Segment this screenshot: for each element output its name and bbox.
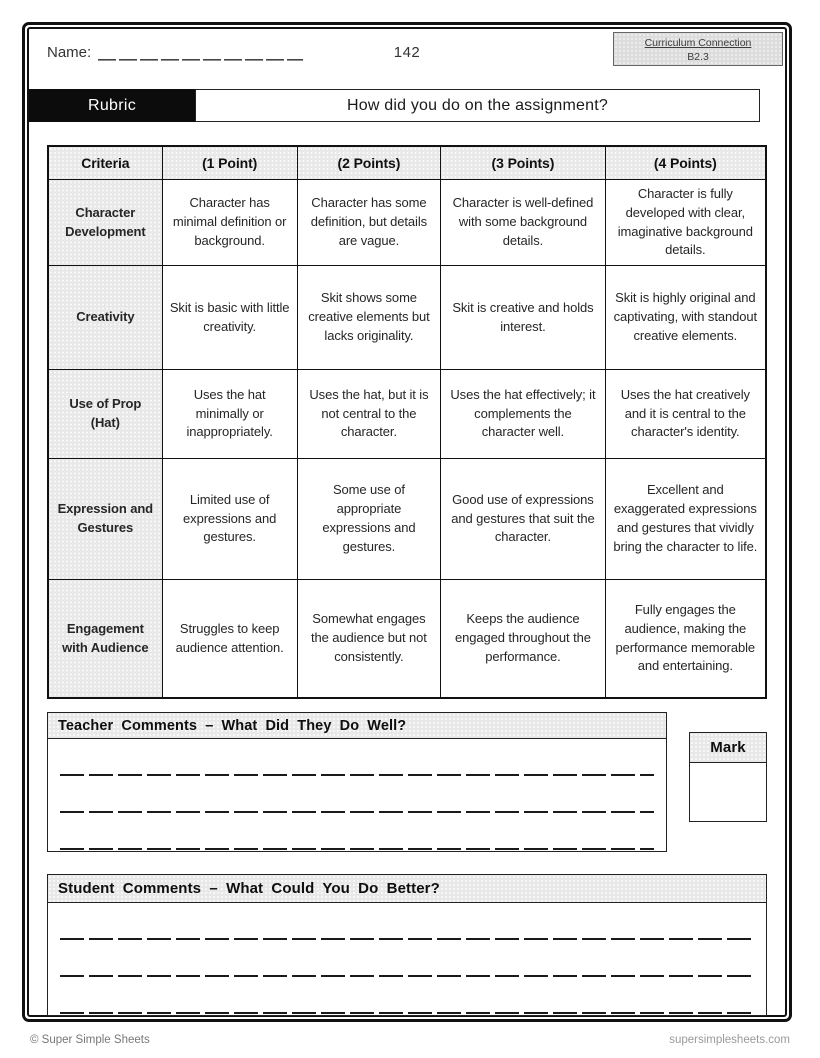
cell-character-development-2pt: Character has some definition, but details are vague. (297, 180, 441, 266)
mark-label: Mark (690, 733, 766, 763)
cell-character-development-4pt: Character is fully developed with clear, imaginative background details. (605, 180, 766, 266)
criteria-character-development: Character Development (48, 180, 162, 266)
cell-engagement-audience-4pt: Fully engages the audience, making the performance memorable and entertaining. (605, 580, 766, 699)
cell-expression-gestures-3pt: Good use of expressions and gestures that suit the character. (441, 459, 605, 580)
student-comments-writing-area[interactable] (48, 903, 766, 1014)
cell-engagement-audience-3pt: Keeps the audience engaged throughout the performance. (441, 580, 605, 699)
cell-creativity-3pt: Skit is creative and holds interest. (441, 266, 605, 370)
cell-creativity-1pt: Skit is basic with little creativity. (162, 266, 297, 370)
writing-line[interactable] (60, 903, 754, 940)
website-text: supersimplesheets.com (669, 1034, 790, 1046)
teacher-comments-writing-area[interactable] (48, 739, 666, 850)
writing-line[interactable] (60, 776, 654, 813)
cell-creativity-4pt: Skit is highly original and captivating, with standout creative elements. (605, 266, 766, 370)
column-header-2-points: (2 Points) (297, 146, 441, 180)
cell-use-of-prop-4pt: Uses the hat creatively and it is central to the character's identity. (605, 370, 766, 459)
cell-expression-gestures-2pt: Some use of appropriate expressions and gestures. (297, 459, 441, 580)
table-row (48, 459, 766, 580)
column-header-criteria: Criteria (48, 146, 162, 180)
cell-use-of-prop-2pt: Uses the hat, but it is not central to the character. (297, 370, 441, 459)
criteria-engagement-audience: Engagement with Audience (48, 580, 162, 699)
cell-engagement-audience-2pt: Somewhat engages the audience but not consistently. (297, 580, 441, 699)
page-header (29, 29, 785, 89)
rubric-question: How did you do on the assignment? (195, 89, 760, 122)
teacher-comments-box (47, 712, 667, 852)
cell-use-of-prop-3pt: Uses the hat effectively; it complements the character well. (441, 370, 605, 459)
student-comments-box (47, 874, 767, 1016)
criteria-creativity: Creativity (48, 266, 162, 370)
cell-expression-gestures-1pt: Limited use of expressions and gestures. (162, 459, 297, 580)
writing-line[interactable] (60, 940, 754, 977)
curriculum-connection-code: B2.3 (687, 51, 709, 63)
criteria-use-of-prop: Use of Prop (Hat) (48, 370, 162, 459)
rubric-table (47, 145, 767, 699)
page-frame (22, 22, 792, 1022)
student-comments-title: Student Comments – What Could You Do Better? (48, 875, 766, 903)
page-footer (0, 1034, 820, 1046)
mark-box (689, 732, 767, 822)
cell-creativity-2pt: Skit shows some creative elements but lacks originality. (297, 266, 441, 370)
table-row (48, 580, 766, 699)
table-row (48, 370, 766, 459)
curriculum-connection-badge (613, 32, 783, 66)
table-header-row (48, 146, 766, 180)
column-header-1-point: (1 Point) (162, 146, 297, 180)
table-row (48, 180, 766, 266)
copyright-text: © Super Simple Sheets (30, 1034, 150, 1046)
page-number: 142 (393, 44, 421, 61)
writing-line[interactable] (60, 813, 654, 850)
name-blank-line[interactable] (98, 44, 303, 61)
cell-character-development-3pt: Character is well-defined with some background details. (441, 180, 605, 266)
table-row (48, 266, 766, 370)
teacher-comments-title: Teacher Comments – What Did They Do Well? (48, 713, 666, 739)
writing-line[interactable] (60, 977, 754, 1014)
name-label: Name: (47, 44, 92, 61)
column-header-3-points: (3 Points) (441, 146, 605, 180)
cell-expression-gestures-4pt: Excellent and exaggerated expressions and gestures that vividly bring the character to life. (605, 459, 766, 580)
cell-engagement-audience-1pt: Struggles to keep audience attention. (162, 580, 297, 699)
curriculum-connection-title: Curriculum Connection (644, 37, 752, 49)
name-field (47, 44, 303, 61)
criteria-expression-gestures: Expression and Gestures (48, 459, 162, 580)
cell-character-development-1pt: Character has minimal definition or background. (162, 180, 297, 266)
writing-line[interactable] (60, 739, 654, 776)
comments-row (47, 712, 767, 852)
cell-use-of-prop-1pt: Uses the hat minimally or inappropriately. (162, 370, 297, 459)
rubric-title-band (29, 89, 785, 122)
mark-entry-area[interactable] (690, 763, 766, 821)
rubric-label: Rubric (29, 89, 195, 122)
page-frame-inner (27, 27, 787, 1017)
column-header-4-points: (4 Points) (605, 146, 766, 180)
